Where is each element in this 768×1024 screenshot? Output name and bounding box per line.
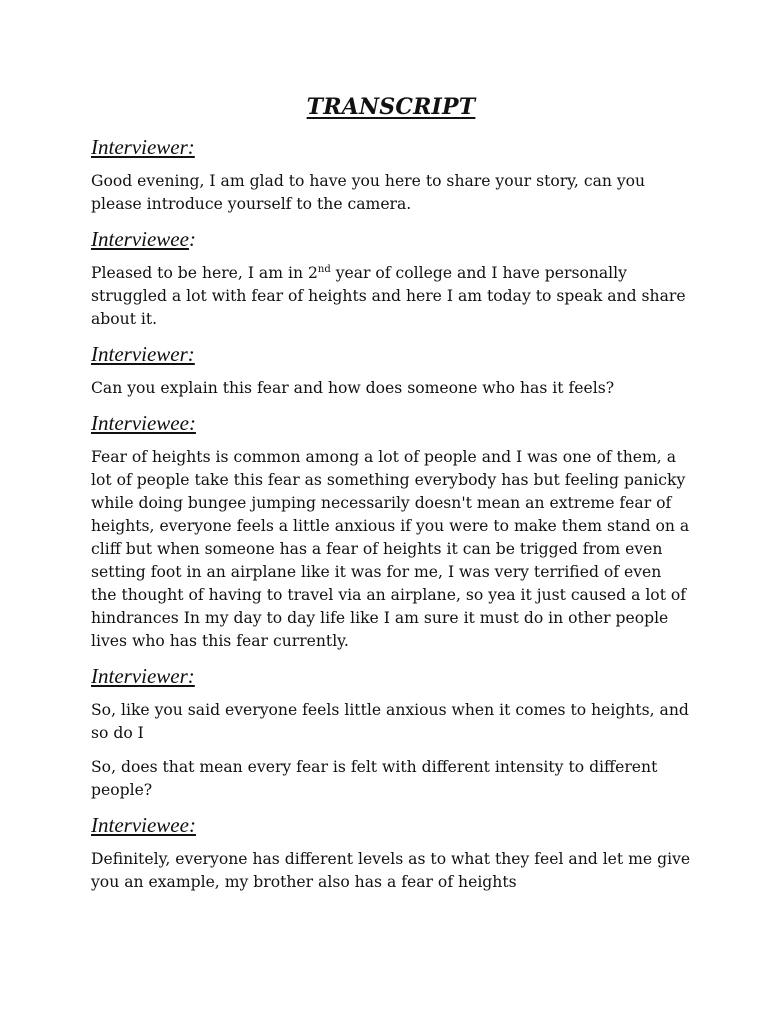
speaker-label bbox=[91, 227, 691, 251]
dialogue-paragraph bbox=[91, 262, 691, 331]
speaker-label bbox=[91, 411, 691, 435]
dialogue-paragraph: So, like you said everyone feels little anxious when it comes to heights, and so do I bbox=[91, 701, 689, 742]
speaker-name: Interviewee bbox=[91, 227, 189, 251]
dialogue-block-4 bbox=[91, 411, 691, 653]
speaker-label bbox=[91, 664, 691, 688]
speaker-name: Interviewee: bbox=[91, 411, 196, 435]
paragraph-text: year of college and I have personally struggled a lot with fear of heights and here I am today to speak and share about it. bbox=[91, 264, 686, 328]
dialogue-block-5 bbox=[91, 664, 691, 802]
speaker-label bbox=[91, 813, 691, 837]
dialogue-block-2 bbox=[91, 227, 691, 331]
dialogue-paragraph: Fear of heights is common among a lot of people and I was one of them, a lot of people take this fear as something everybody has but feeling panicky while doing bungee jumping necessarily doesn't mean an extreme fear of heights, everyone feels a little anxious if you were to make them stand on a cliff but when someone has a fear of heights it can be trigged from even setting foot in an airplane like it was for me, I was very terrified of even the thought of having to travel via an airplane, so yea it just caused a lot of hindrances In my day to day life like I am sure it must do in other people lives who has this fear currently. bbox=[91, 448, 690, 650]
paragraph-text: Pleased to be here, I am in 2 bbox=[91, 264, 318, 282]
dialogue-block-3 bbox=[91, 342, 691, 400]
speaker-label bbox=[91, 135, 691, 159]
transcript-page bbox=[91, 94, 691, 905]
page-title: TRANSCRIPT bbox=[306, 94, 476, 120]
speaker-name: Interviewee: bbox=[91, 813, 196, 837]
dialogue-paragraph: Definitely, everyone has different levels as to what they feel and let me give you an example, my brother also has a fear of heights bbox=[91, 850, 691, 891]
speaker-name: Interviewer: bbox=[91, 342, 195, 366]
dialogue-block-6 bbox=[91, 813, 691, 894]
speaker-name: Interviewer: bbox=[91, 135, 195, 159]
speaker-label bbox=[91, 342, 691, 366]
speaker-colon: : bbox=[188, 227, 196, 251]
dialogue-paragraph: So, does that mean every fear is felt with different intensity to different people? bbox=[91, 758, 658, 799]
ordinal-superscript: nd bbox=[317, 263, 331, 275]
speaker-name: Interviewer: bbox=[91, 664, 195, 688]
dialogue-paragraph: Good evening, I am glad to have you here to share your story, can you please introduce yourself to the camera. bbox=[91, 172, 646, 213]
dialogue-paragraph: Can you explain this fear and how does someone who has it feels? bbox=[91, 379, 615, 397]
dialogue-block-1 bbox=[91, 135, 691, 216]
